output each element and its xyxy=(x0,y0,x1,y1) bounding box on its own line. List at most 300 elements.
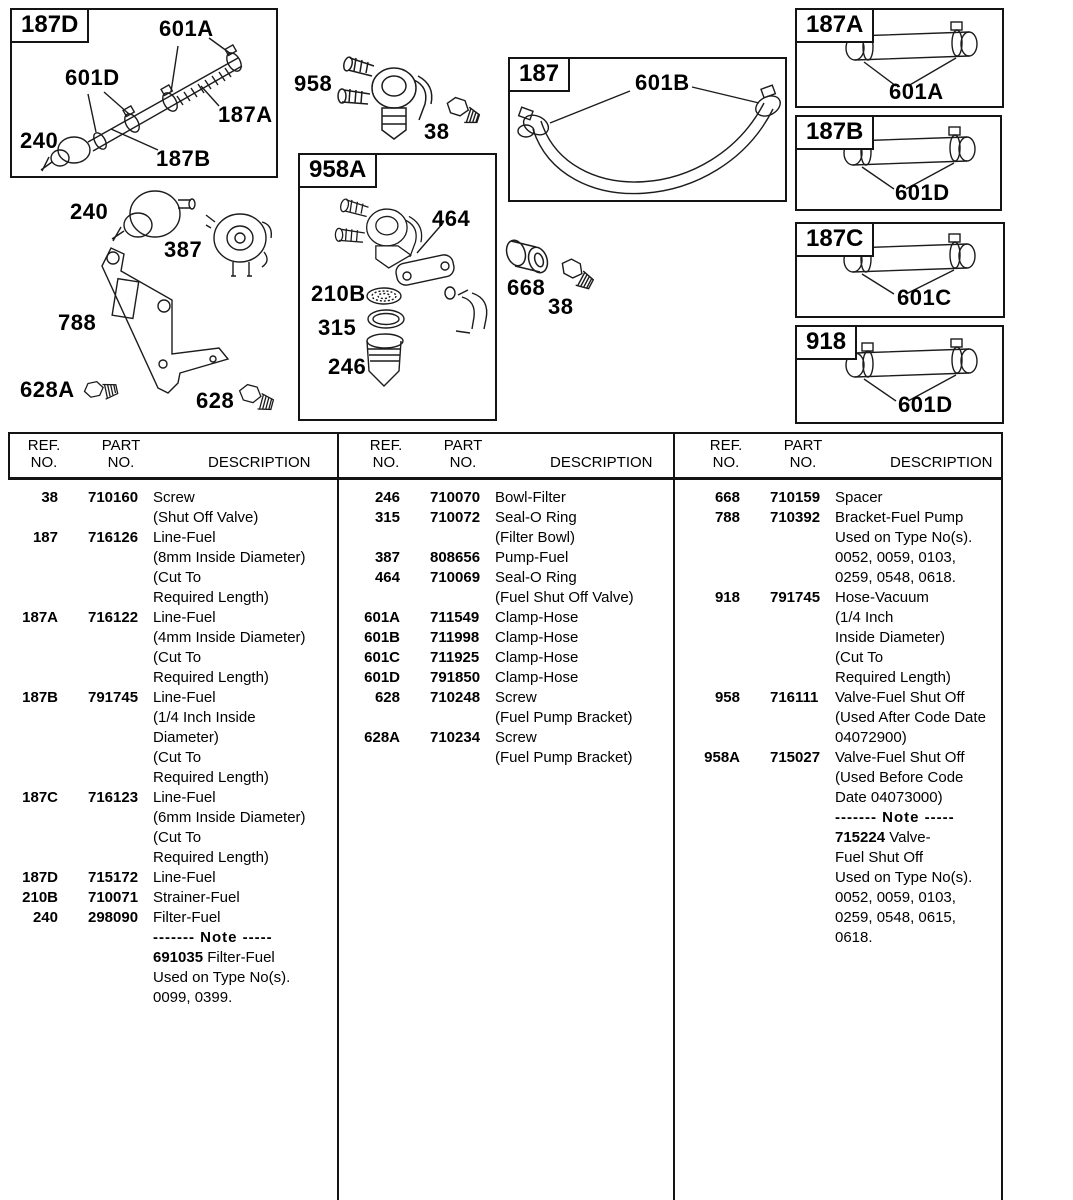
table-row xyxy=(692,548,986,568)
description-header: DESCRIPTION xyxy=(208,454,311,471)
description-header: DESCRIPTION xyxy=(890,454,993,471)
ref-no xyxy=(10,848,58,868)
part-no xyxy=(88,808,142,828)
ref-no xyxy=(352,528,400,548)
ref-no xyxy=(692,928,740,948)
part-no-header: PART NO. xyxy=(101,437,141,471)
ref-no xyxy=(10,668,58,688)
part-no: 710071 xyxy=(88,889,139,906)
description: Bracket-Fuel Pump xyxy=(835,509,964,526)
description: Line-Fuel xyxy=(153,609,216,626)
description: Required Length) xyxy=(153,669,269,686)
part-label-958: 958 xyxy=(294,71,333,96)
table-row xyxy=(692,848,986,868)
description: Screw xyxy=(153,489,195,506)
description: Valve-Fuel Shut Off xyxy=(835,749,965,766)
ref-no: 187B xyxy=(22,689,58,706)
table-row xyxy=(692,568,986,588)
table-row xyxy=(10,848,306,868)
description: Seal-O Ring xyxy=(495,569,577,586)
part-no xyxy=(770,728,824,748)
ref-no xyxy=(352,588,400,608)
table-row xyxy=(692,928,986,948)
diagram-box-187c xyxy=(795,222,1005,318)
part-no: 715027 xyxy=(770,749,821,766)
box-tag-187d: 187D xyxy=(10,8,89,43)
ref-no: 464 xyxy=(374,569,400,586)
part-no xyxy=(88,928,142,948)
part-no: 716123 xyxy=(88,789,139,806)
description: (Used After Code Date xyxy=(835,709,986,726)
description: Used on Type No(s). xyxy=(835,529,973,546)
part-label-601c-box: 601C xyxy=(897,285,952,310)
ref-no xyxy=(692,708,740,728)
description: Diameter) xyxy=(153,729,219,746)
table-header-col1 xyxy=(10,437,311,471)
part-no: 791850 xyxy=(430,669,481,686)
description: Valve-Fuel Shut Off xyxy=(835,689,965,706)
part-no: 711549 xyxy=(430,609,480,626)
description: Clamp-Hose xyxy=(495,669,579,686)
ref-no: 668 xyxy=(714,489,740,506)
part-no xyxy=(88,668,142,688)
table-row xyxy=(692,808,986,828)
part-label-601d-box: 601D xyxy=(895,180,950,205)
table-row xyxy=(352,668,634,688)
part-no: 791745 xyxy=(88,689,139,706)
table-row xyxy=(10,888,306,908)
table-row xyxy=(10,968,306,988)
ref-no: 315 xyxy=(374,509,400,526)
description: Clamp-Hose xyxy=(495,609,579,626)
part-no xyxy=(88,628,142,648)
ref-no: 958 xyxy=(714,689,740,706)
table-row xyxy=(10,728,306,748)
ref-no: 601C xyxy=(364,649,400,666)
part-no xyxy=(88,728,142,748)
spacer-drawing xyxy=(503,238,553,280)
part-no: 711925 xyxy=(430,649,480,666)
table-row xyxy=(352,588,634,608)
description: Bowl-Filter xyxy=(495,489,566,506)
part-no: 715172 xyxy=(88,869,139,886)
description: Clamp-Hose xyxy=(495,649,579,666)
table-row xyxy=(692,748,986,768)
table-row xyxy=(692,668,986,688)
description: (1/4 Inch Inside xyxy=(153,709,256,726)
ref-no xyxy=(692,568,740,588)
description: 0099, 0399. xyxy=(153,989,233,1006)
part-no xyxy=(88,708,142,728)
description: (Cut To xyxy=(835,649,884,666)
table-row xyxy=(352,748,634,768)
part-label-788: 788 xyxy=(58,310,97,335)
table-top-rule xyxy=(8,432,1003,434)
part-label-668: 668 xyxy=(507,275,546,300)
part-no xyxy=(88,748,142,768)
part-no xyxy=(770,928,824,948)
table-row xyxy=(352,688,634,708)
part-no-header: PART NO. xyxy=(443,437,483,471)
ref-no: 788 xyxy=(714,509,740,526)
screw-drawing-38 xyxy=(440,96,482,130)
part-no xyxy=(88,848,142,868)
part-no: 711998 xyxy=(430,629,480,646)
ref-no xyxy=(692,628,740,648)
diagram-box-918 xyxy=(795,325,1004,424)
part-no xyxy=(770,708,824,728)
ref-no xyxy=(10,628,58,648)
ref-no xyxy=(692,788,740,808)
part-label-601a: 601A xyxy=(159,16,214,41)
part-no xyxy=(88,968,142,988)
box-tag-187b: 187B xyxy=(795,115,874,150)
part-no xyxy=(770,648,824,668)
ref-no xyxy=(10,748,58,768)
ref-no: 628 xyxy=(374,689,400,706)
description: Required Length) xyxy=(835,669,951,686)
table-row xyxy=(352,508,634,528)
table-row xyxy=(352,708,634,728)
table-row xyxy=(692,628,986,648)
ref-no xyxy=(692,548,740,568)
part-label-628: 628 xyxy=(196,388,235,413)
table-row xyxy=(10,908,306,928)
part-no: 710159 xyxy=(770,489,821,506)
table-row xyxy=(10,588,306,608)
description: ------- Note ----- xyxy=(153,929,273,946)
ref-no: 210B xyxy=(22,889,58,906)
table-row xyxy=(352,608,634,628)
part-label-464: 464 xyxy=(432,206,471,231)
ref-no: 918 xyxy=(714,589,740,606)
part-label-187a: 187A xyxy=(218,102,273,127)
table-row xyxy=(352,568,634,588)
box-tag-187c: 187C xyxy=(795,222,874,257)
ref-no xyxy=(692,848,740,868)
table-row xyxy=(10,608,306,628)
table-row xyxy=(10,488,306,508)
part-no: 710248 xyxy=(430,689,481,706)
ref-no xyxy=(692,868,740,888)
part-no xyxy=(770,528,824,548)
diagram-box-187a xyxy=(795,8,1004,108)
table-right-border xyxy=(1001,432,1003,1200)
description: Strainer-Fuel xyxy=(153,889,240,906)
ref-no xyxy=(10,648,58,668)
ref-no: 187A xyxy=(22,609,58,626)
description: (Fuel Pump Bracket) xyxy=(495,709,633,726)
part-label-38-mid: 38 xyxy=(548,294,574,319)
description: Screw xyxy=(495,729,537,746)
part-no: 710069 xyxy=(430,569,481,586)
description: Fuel Shut Off xyxy=(835,849,924,866)
diagram-box-958a xyxy=(298,153,497,421)
description: (8mm Inside Diameter) xyxy=(153,549,306,566)
part-no: 716111 xyxy=(770,689,819,706)
part-no xyxy=(770,848,824,868)
part-label-246: 246 xyxy=(328,354,367,379)
ref-no xyxy=(692,908,740,928)
part-label-601a-box: 601A xyxy=(889,79,944,104)
table-row xyxy=(10,528,306,548)
part-no xyxy=(770,788,824,808)
description: (Cut To xyxy=(153,749,202,766)
ref-no xyxy=(10,828,58,848)
description: Hose-Vacuum xyxy=(835,589,929,606)
part-label-601d: 601D xyxy=(65,65,120,90)
part-no: 710392 xyxy=(770,509,821,526)
ref-no xyxy=(10,728,58,748)
ref-no: 187D xyxy=(22,869,58,886)
description: Seal-O Ring xyxy=(495,509,577,526)
part-no: 791745 xyxy=(770,589,821,606)
description: Date 04073000) xyxy=(835,789,943,806)
description: (Shut Off Valve) xyxy=(153,509,259,526)
description: 0259, 0548, 0615, xyxy=(835,909,956,926)
ref-no xyxy=(692,768,740,788)
screw-drawing-628a xyxy=(80,376,122,408)
part-no: 710072 xyxy=(430,509,481,526)
description: Line-Fuel xyxy=(153,869,216,886)
description: Line-Fuel xyxy=(153,529,216,546)
ref-no xyxy=(10,768,58,788)
ref-no xyxy=(352,708,400,728)
diagram-box-187d xyxy=(10,8,278,178)
ref-no: 187 xyxy=(32,529,58,546)
table-header-col3 xyxy=(692,437,993,471)
table-row xyxy=(692,868,986,888)
table-row xyxy=(10,508,306,528)
box-tag-187a: 187A xyxy=(795,8,874,43)
table-row xyxy=(10,708,306,728)
ref-no xyxy=(10,948,58,968)
table-row xyxy=(352,648,634,668)
description: 0618. xyxy=(835,929,873,946)
description: (4mm Inside Diameter) xyxy=(153,629,306,646)
ref-no: 628A xyxy=(364,729,400,746)
table-row xyxy=(692,528,986,548)
table-row xyxy=(692,708,986,728)
table-row xyxy=(10,788,306,808)
part-no xyxy=(88,648,142,668)
description: Filter-Fuel xyxy=(153,909,221,926)
ref-no: 601D xyxy=(364,669,400,686)
ref-no xyxy=(692,808,740,828)
table-row xyxy=(692,648,986,668)
part-label-38: 38 xyxy=(424,119,450,144)
box-tag-187: 187 xyxy=(508,57,570,92)
part-no xyxy=(88,988,142,1008)
table-header-col2 xyxy=(352,437,653,471)
table-row xyxy=(10,948,306,968)
description: (Fuel Pump Bracket) xyxy=(495,749,633,766)
table-row xyxy=(10,648,306,668)
description: (Cut To xyxy=(153,649,202,666)
box-tag-918: 918 xyxy=(795,325,857,360)
part-no xyxy=(88,548,142,568)
ref-no xyxy=(10,708,58,728)
table-row xyxy=(10,628,306,648)
part-label-601b: 601B xyxy=(635,70,690,95)
table-header-rule xyxy=(8,477,1003,480)
screw-drawing-628 xyxy=(233,382,277,416)
box-tag-958a: 958A xyxy=(298,153,377,188)
table-row xyxy=(692,908,986,928)
part-label-240-mid: 240 xyxy=(70,199,109,224)
description: Used on Type No(s). xyxy=(835,869,973,886)
part-label-187b: 187B xyxy=(156,146,211,171)
part-no xyxy=(88,588,142,608)
description: Required Length) xyxy=(153,849,269,866)
description: (1/4 Inch xyxy=(835,609,894,626)
screw-drawing-38b xyxy=(552,258,598,298)
ref-no xyxy=(692,888,740,908)
ref-no: 187C xyxy=(22,789,58,806)
description: (Cut To xyxy=(153,829,202,846)
ref-no xyxy=(692,728,740,748)
ref-no: 38 xyxy=(41,489,58,506)
ref-no xyxy=(10,548,58,568)
part-label-240: 240 xyxy=(20,128,59,153)
part-no-header: PART NO. xyxy=(783,437,823,471)
description: 0259, 0548, 0618. xyxy=(835,569,956,586)
table-row xyxy=(10,668,306,688)
description: 04072900) xyxy=(835,729,907,746)
ref-no xyxy=(10,988,58,1008)
part-no xyxy=(430,528,484,548)
table-row xyxy=(692,828,986,848)
part-label-601d-box2: 601D xyxy=(898,392,953,417)
description: (Cut To xyxy=(153,569,202,586)
description: (Fuel Shut Off Valve) xyxy=(495,589,634,606)
description: 691035 Filter-Fuel xyxy=(153,949,275,966)
table-row xyxy=(352,628,634,648)
ref-no xyxy=(10,968,58,988)
table-divider-2 xyxy=(673,432,675,1200)
ref-no xyxy=(692,528,740,548)
part-label-315: 315 xyxy=(318,315,357,340)
ref-no xyxy=(692,668,740,688)
description: Line-Fuel xyxy=(153,689,216,706)
table-row xyxy=(10,828,306,848)
description: (Used Before Code xyxy=(835,769,964,786)
table-row xyxy=(692,588,986,608)
part-no xyxy=(88,948,142,968)
description: Required Length) xyxy=(153,769,269,786)
ref-no xyxy=(10,808,58,828)
part-no: 716126 xyxy=(88,529,139,546)
part-no xyxy=(88,568,142,588)
ref-no xyxy=(692,648,740,668)
table-row xyxy=(352,728,634,748)
part-no xyxy=(770,888,824,908)
part-no xyxy=(770,828,824,848)
description: 715224 Valve- xyxy=(835,829,931,846)
part-no xyxy=(770,608,824,628)
part-no xyxy=(770,668,824,688)
ref-no xyxy=(10,568,58,588)
description-header: DESCRIPTION xyxy=(550,454,653,471)
part-label-210b: 210B xyxy=(311,281,366,306)
ref-no: 958A xyxy=(704,749,740,766)
part-no xyxy=(88,768,142,788)
ref-no-header: REF. NO. xyxy=(27,437,61,471)
part-no xyxy=(88,828,142,848)
table-row xyxy=(10,868,306,888)
parts-column-2 xyxy=(352,488,634,768)
part-no xyxy=(770,548,824,568)
ref-no: 246 xyxy=(374,489,400,506)
part-no xyxy=(770,808,824,828)
part-no xyxy=(770,908,824,928)
parts-column-1 xyxy=(10,488,306,1008)
ref-no: 240 xyxy=(32,909,58,926)
part-no: 298090 xyxy=(88,909,139,926)
ref-no: 387 xyxy=(374,549,400,566)
table-row xyxy=(10,568,306,588)
table-row xyxy=(10,988,306,1008)
ref-no xyxy=(10,588,58,608)
part-label-628a: 628A xyxy=(20,377,75,402)
diagram-box-187b xyxy=(795,115,1002,211)
ref-no: 601A xyxy=(364,609,400,626)
part-no xyxy=(430,748,484,768)
description: (Filter Bowl) xyxy=(495,529,576,546)
description: ------- Note ----- xyxy=(835,809,955,826)
part-no: 716122 xyxy=(88,609,139,626)
ref-no xyxy=(10,928,58,948)
table-row xyxy=(692,488,986,508)
table-row xyxy=(692,888,986,908)
table-row xyxy=(692,688,986,708)
ref-no xyxy=(692,608,740,628)
description: Required Length) xyxy=(153,589,269,606)
description: (6mm Inside Diameter) xyxy=(153,809,306,826)
part-label-387: 387 xyxy=(164,237,203,262)
ref-no xyxy=(692,828,740,848)
description: 0052, 0059, 0103, xyxy=(835,549,956,566)
table-divider-1 xyxy=(337,432,339,1200)
table-row xyxy=(692,768,986,788)
table-row xyxy=(692,728,986,748)
table-row xyxy=(10,928,306,948)
part-no xyxy=(430,708,484,728)
table-row xyxy=(352,548,634,568)
table-row xyxy=(692,788,986,808)
table-row xyxy=(352,528,634,548)
description: Inside Diameter) xyxy=(835,629,946,646)
part-no: 710070 xyxy=(430,489,481,506)
description: Used on Type No(s). xyxy=(153,969,291,986)
ref-no-header: REF. NO. xyxy=(709,437,743,471)
table-row xyxy=(10,768,306,788)
table-row xyxy=(692,608,986,628)
description: Screw xyxy=(495,689,537,706)
description: Spacer xyxy=(835,489,883,506)
ref-no xyxy=(10,508,58,528)
table-row xyxy=(352,488,634,508)
table-row xyxy=(10,808,306,828)
ref-no-header: REF. NO. xyxy=(369,437,403,471)
table-row xyxy=(10,548,306,568)
description: 0052, 0059, 0103, xyxy=(835,889,956,906)
ref-no: 601B xyxy=(364,629,400,646)
part-no: 710160 xyxy=(88,489,139,506)
diagram-box-187 xyxy=(508,57,787,202)
part-no xyxy=(770,628,824,648)
part-no: 710234 xyxy=(430,729,481,746)
